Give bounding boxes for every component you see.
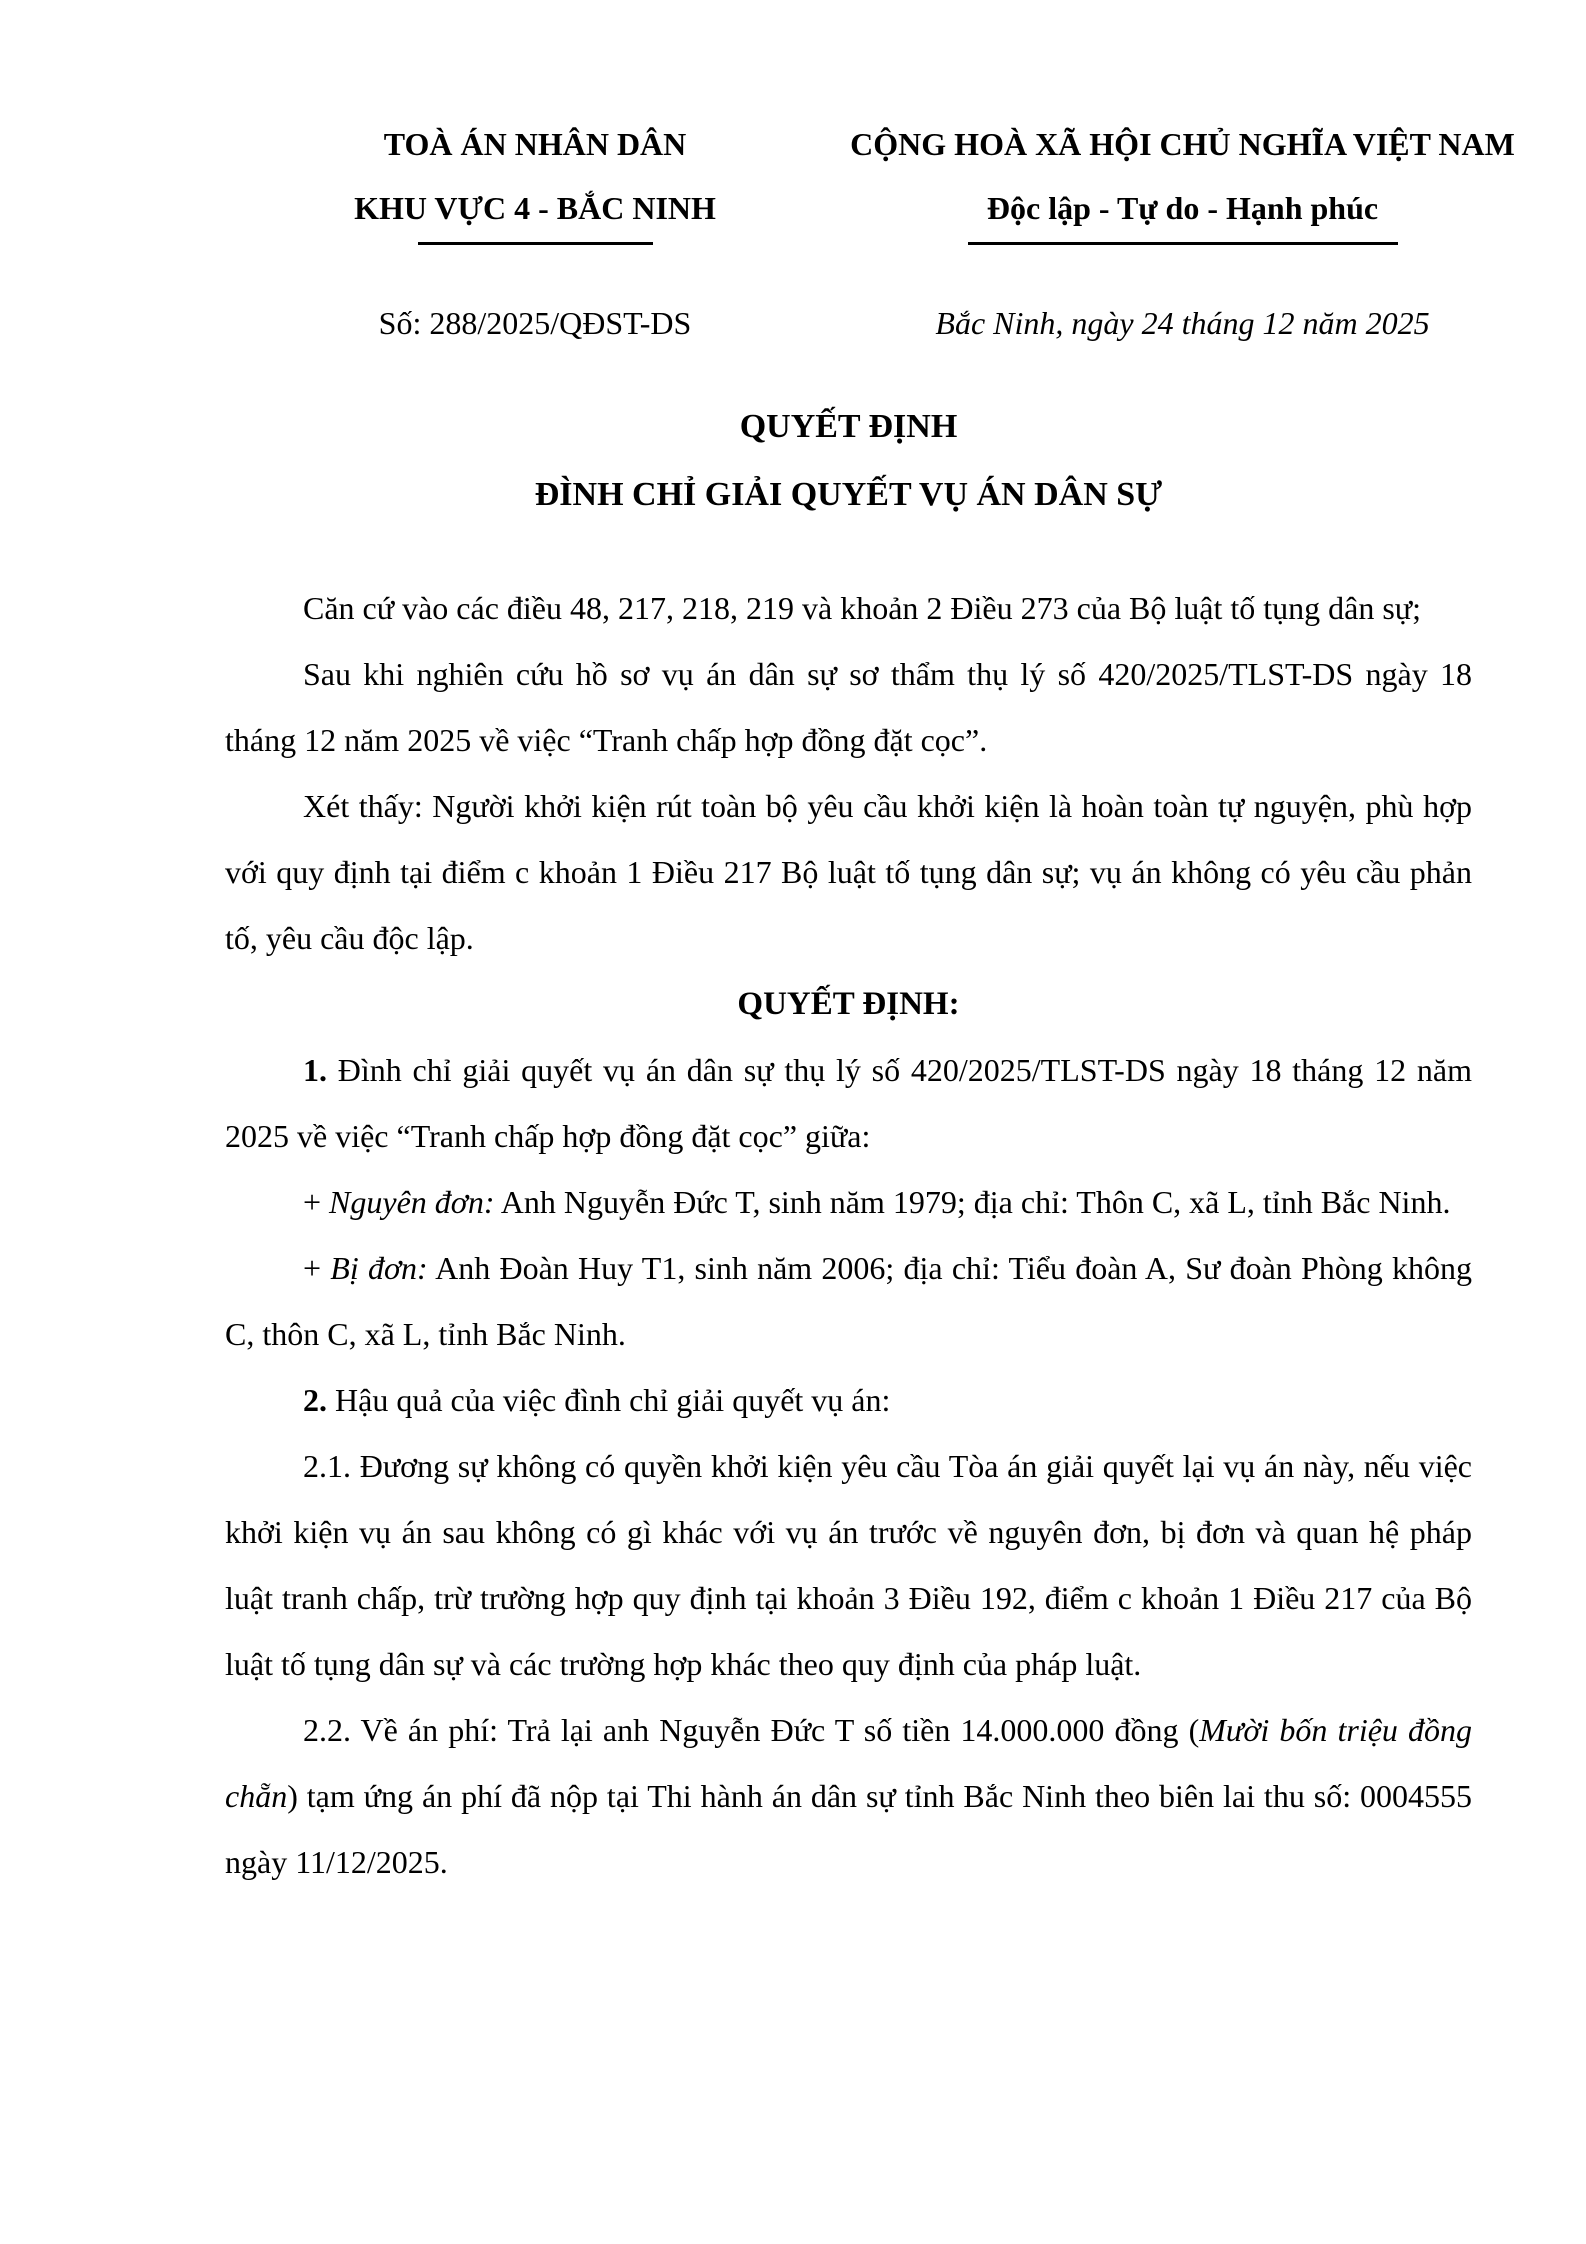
plaintiff-line (225, 1169, 1472, 1235)
document-meta-row (0, 291, 1586, 355)
case-number: Số: 288/2025/QĐST-DS (378, 305, 692, 341)
defendant-label: Bị đơn: (330, 1250, 428, 1286)
document-body (0, 575, 1586, 1895)
plaintiff-details: Anh Nguyễn Đức T, sinh năm 1979; địa chỉ: Thôn C, xã L, tỉnh Bắc Ninh. (494, 1184, 1451, 1220)
defendant-plus-sign: + (303, 1250, 331, 1286)
plaintiff-plus-sign: + (303, 1184, 330, 1220)
document-header (0, 112, 1586, 277)
republic-name-block (845, 112, 1520, 277)
decision-item-1-text: Đình chỉ giải quyết vụ án dân sự thụ lý số 420/2025/TLST-DS ngày 18 tháng 12 năm 2025 về việc “Tranh chấp hợp đồng đặt cọc” giữa: (225, 1052, 1472, 1154)
defendant-line (225, 1235, 1472, 1367)
place-and-date: Bắc Ninh, ngày 24 tháng 12 năm 2025 (935, 305, 1430, 341)
court-name-underline (418, 242, 653, 245)
republic-name-line: CỘNG HOÀ XÃ HỘI CHỦ NGHĨA VIỆT NAM (850, 126, 1515, 162)
decision-title-line2: ĐÌNH CHỈ GIẢI QUYẾT VỤ ÁN DÂN SỰ (534, 476, 1163, 513)
decision-title-line1: QUYẾT ĐỊNH (739, 408, 958, 445)
decision-item-2-number: 2. (303, 1382, 327, 1418)
plaintiff-label: Nguyên đơn: (329, 1184, 495, 1220)
decision-item-2-2-amount-words: Mười bốn triệu đồng chẵn (225, 1712, 1473, 1814)
paragraph-case-review: Sau khi nghiên cứu hồ sơ vụ án dân sự sơ thẩm thụ lý số 420/2025/TLST-DS ngày 18 tháng 12 năm 2025 về việc “Tranh chấp hợp đồng đặt cọc”. (225, 656, 1472, 758)
decision-title (0, 393, 1586, 529)
decision-item-1 (225, 1037, 1472, 1169)
republic-motto-line: Độc lập - Tự do - Hạnh phúc (986, 190, 1379, 226)
court-name-line1: TOÀ ÁN NHÂN DÂN (383, 126, 687, 162)
decision-item-2-2 (225, 1697, 1472, 1895)
decision-item-2-2-post: ) tạm ứng án phí đã nộp tại Thi hành án dân sự tỉnh Bắc Ninh theo biên lai thu số: 0004555 ngày 11/12/2025. (225, 1778, 1472, 1880)
court-name-block (225, 112, 845, 277)
decision-item-2-text: Hậu quả của việc đình chỉ giải quyết vụ án: (327, 1382, 891, 1418)
decision-item-2-2-pre: 2.2. Về án phí: Trả lại anh Nguyễn Đức T số tiền 14.000.000 đồng ( (303, 1712, 1200, 1748)
paragraph-legal-basis: Căn cứ vào các điều 48, 217, 218, 219 và khoản 2 Điều 273 của Bộ luật tố tụng dân sự; (303, 590, 1422, 626)
decision-item-2 (225, 1367, 1472, 1433)
paragraph-findings: Xét thấy: Người khởi kiện rút toàn bộ yêu cầu khởi kiện là hoàn toàn tự nguyện, phù hợp với quy định tại điểm c khoản 1 Điều 217 Bộ luật tố tụng dân sự; vụ án không có yêu cầu phản tố, yêu cầu độc lập. (225, 788, 1472, 956)
court-name-line2: KHU VỰC 4 - BẮC NINH (354, 190, 716, 226)
decision-item-2-1: 2.1. Đương sự không có quyền khởi kiện yêu cầu Tòa án giải quyết lại vụ án này, nếu việc khởi kiện vụ án sau không có gì khác với vụ án trước về nguyên đơn, bị đơn và quan hệ pháp luật tranh chấp, trừ trường hợp quy định tại khoản 3 Điều 192, điểm c khoản 1 Điều 217 của Bộ luật tố tụng dân sự và các trường hợp khác theo quy định của pháp luật. (225, 1448, 1472, 1682)
decision-item-1-number: 1. (303, 1052, 327, 1088)
defendant-details: Anh Đoàn Huy T1, sinh năm 2006; địa chỉ: Tiểu đoàn A, Sư đoàn Phòng không C, thôn C, xã L, tỉnh Bắc Ninh. (225, 1250, 1473, 1352)
decision-section-heading: QUYẾT ĐỊNH: (737, 986, 960, 1022)
republic-motto-underline (968, 242, 1398, 245)
